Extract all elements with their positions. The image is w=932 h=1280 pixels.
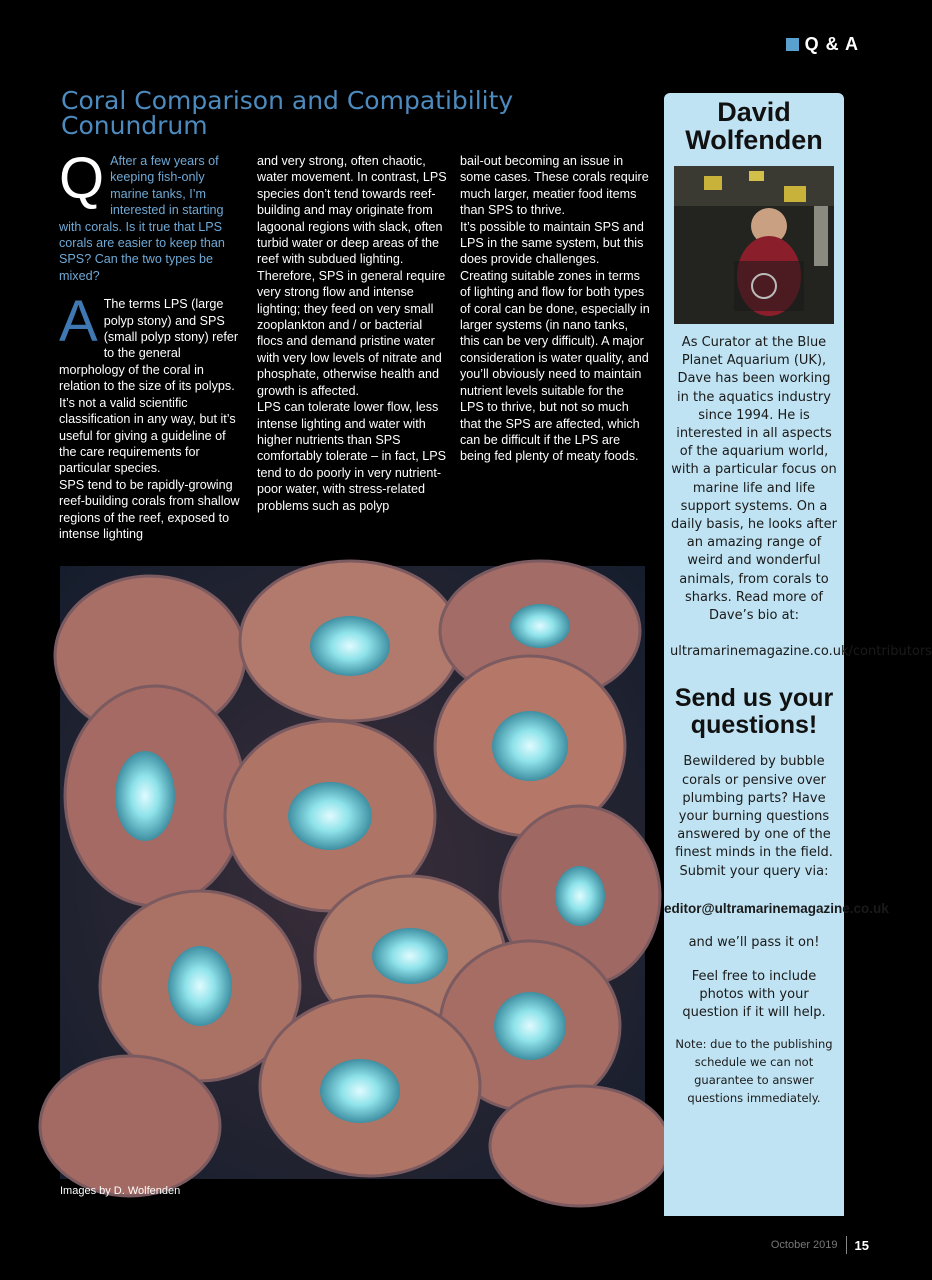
coral-photo bbox=[60, 566, 645, 1179]
answer-paragraph: The terms LPS (large polyp stony) and SPS (small polyp stony) refer to the general morphology of the coral in relation to the size of its polyps. It’s not a valid scientific classification in any way, but it’s useful for giving a guideline of the care requirements for particular species. bbox=[59, 297, 239, 476]
send-questions-body: Bewildered by bubble corals or pensive over plumbing parts? Have your burning questions answered by one of the finest minds in the field. Submit your query via: bbox=[675, 754, 833, 879]
answer-dropcap: A bbox=[59, 289, 98, 355]
contributor-portrait bbox=[674, 166, 834, 324]
answer-paragraph: It’s possible to maintain SPS and LPS in the same system, but this does provide challenges. Creating suitable zones in terms of lighting and flow for both types of coral can be done, especially in larger systems (in nano tanks, this can be very difficult). A major consideration is water quality, and you’ll obviously need to maintain nutrient levels suitable for the LPS to thrive, but not so much that the SPS are affected, which can be difficult if the LPS are being fed plenty of meaty foods. bbox=[460, 219, 650, 464]
send-questions-heading: Send us your questions! bbox=[674, 684, 834, 740]
include-photos-text: Feel free to include photos with your question if it will help. bbox=[682, 969, 826, 1021]
image-caption: Images by D. Wolfenden bbox=[60, 1185, 181, 1197]
answer-paragraph: bail-out becoming an issue in some cases. These corals require much larger, meatier food items than SPS to thrive. bbox=[460, 154, 649, 218]
section-square-icon bbox=[786, 38, 799, 51]
answer-paragraph: SPS tend to be rapidly-growing reef-building corals from shallow regions of the reef, exposed to intense lighting bbox=[59, 477, 240, 541]
contributor-name: David Wolfenden bbox=[685, 97, 823, 155]
answer-paragraph: LPS can tolerate lower flow, less intense lighting and water with higher nutrients than SPS comfortably tolerate – in fact, LPS tend to do poorly in very nutrient-poor water, with stress-related problems such as polyp bbox=[257, 400, 446, 513]
question-text: After a few years of keeping fish-only marine tanks, I’m interested in starting with corals. Is it true that LPS corals are easier to keep than SPS? Can the two types be mixed? bbox=[59, 154, 225, 283]
answer-paragraph: and very strong, often chaotic, water movement. In contrast, LPS species don’t tend towards reef-building and may originate from lagoonal regions with slack, often turbid water or deep areas of the reef with subdued lighting. Therefore, SPS in general require very strong flow and intense lighting; they feed on very small zooplankton and / or bacterial flocs and demand pristine water with very low levels of nitrate and phosphate, otherwise health and growth is affected. bbox=[257, 154, 447, 398]
pass-on-text: and we’ll pass it on! bbox=[688, 934, 820, 950]
article-column-2 bbox=[257, 153, 447, 514]
page-number: 15 bbox=[854, 1237, 869, 1253]
article-column-3 bbox=[460, 153, 650, 465]
publishing-note: Note: due to the publishing schedule we can not guarantee to answer questions immediately. bbox=[675, 1036, 833, 1106]
editor-email-link[interactable]: editor@ultramarinemagazine.co.uk bbox=[664, 900, 889, 916]
issue-date: October 2019 bbox=[770, 1239, 838, 1251]
article-column-1 bbox=[59, 146, 245, 542]
section-label: Q & A bbox=[804, 34, 859, 54]
footer-divider bbox=[846, 1236, 847, 1254]
question-block bbox=[59, 146, 245, 284]
page-footer bbox=[771, 1236, 869, 1254]
contributor-bio-link[interactable]: ultramarinemagazine.co.uk/contributors bbox=[670, 644, 932, 660]
contributor-sidebar bbox=[664, 93, 932, 1216]
section-tag bbox=[786, 34, 859, 55]
contributor-bio: As Curator at the Blue Planet Aquarium (UK), Dave has been working in the aquatics industry since 1994. He is interested in all aspects of the aquarium world, with a particular focus on marine life and life support systems. On a daily basis, he looks after an amazing range of weird and wonderful animals, from corals to sharks. Read more of Dave’s bio at: bbox=[671, 335, 837, 624]
answer-block bbox=[59, 289, 245, 476]
article-title: Coral Comparison and Compatibility Conundrum bbox=[61, 86, 514, 140]
question-dropcap: Q bbox=[59, 146, 105, 211]
